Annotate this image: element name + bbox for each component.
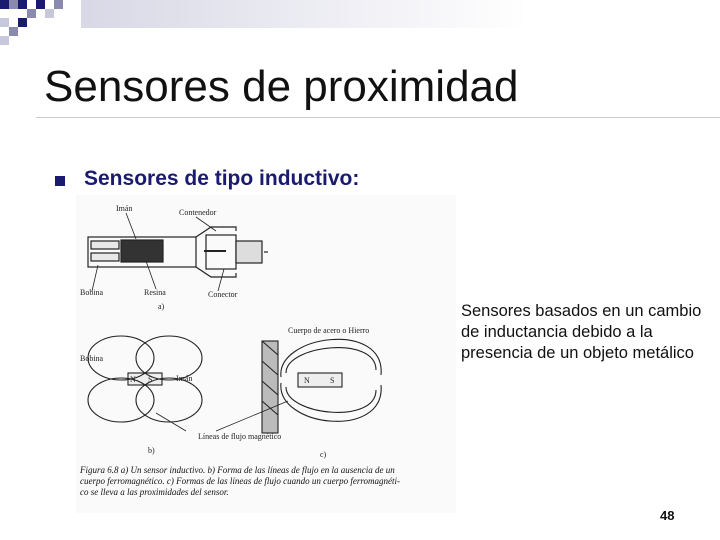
- svg-text:N: N: [304, 376, 310, 385]
- svg-text:N: N: [130, 375, 136, 384]
- slide-title: Sensores de proximidad: [44, 62, 519, 111]
- label-bobina-mid: Bobina: [80, 354, 104, 363]
- label-cuerpo: Cuerpo de acero o Hierro: [288, 326, 370, 335]
- svg-text:S: S: [330, 376, 335, 385]
- label-b: b): [148, 446, 155, 455]
- label-lineas: Líneas de flujo magnético: [198, 432, 282, 441]
- header-checkerboard-decoration: [0, 0, 720, 45]
- label-contenedor: Contenedor: [179, 208, 217, 217]
- title-divider: [36, 117, 720, 118]
- label-resina: Resina: [144, 288, 166, 297]
- page-number: 48: [660, 508, 675, 523]
- label-conector: Conector: [208, 290, 238, 299]
- label-iman-mid: Imán: [176, 374, 193, 383]
- square-bullet-icon: [55, 176, 65, 186]
- figure-caption-line3: co se lleva a las proximidades del sensor.: [80, 487, 229, 497]
- label-c: c): [320, 450, 327, 459]
- sensor-description: Sensores basados en un cambio de inductancia debido a la presencia de un objeto metálico: [461, 302, 702, 362]
- svg-text:S: S: [148, 375, 153, 384]
- bullet-heading: Sensores de tipo inductivo:: [84, 167, 360, 190]
- figure-caption-line2: cuerpo ferromagnético. c) Formas de las líneas de flujo cuando un cuerpo ferromagnéti-: [80, 476, 401, 486]
- label-bobina-top: Bobina: [80, 288, 104, 297]
- inductive-sensor-figure: [76, 195, 456, 513]
- label-a: a): [158, 302, 165, 311]
- label-iman-top: Imán: [116, 204, 133, 213]
- figure-caption-line1: Figura 6.8 a) Un sensor inductivo. b) Forma de las líneas de flujo en la ausencia de un: [80, 465, 395, 475]
